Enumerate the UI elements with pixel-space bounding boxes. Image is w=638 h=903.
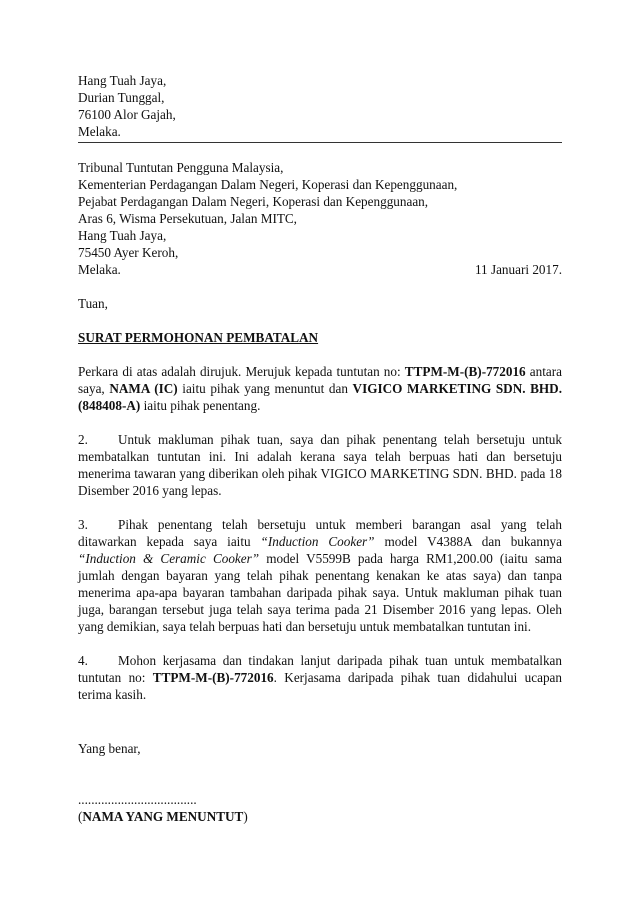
sender-address-line: Hang Tuah Jaya, [78,73,167,88]
recipient-address-line: Tribunal Tuntutan Pengguna Malaysia, [78,160,284,175]
paragraph-number: 4. [78,653,88,668]
sender-address-line: Melaka. [78,124,121,139]
signatory-name: (NAMA YANG MENUNTUT) [78,809,248,824]
recipient-address [78,159,562,278]
sender-address-line: Durian Tunggal, [78,90,165,105]
signature-line: .................................... [78,792,197,807]
recipient-address-line: Melaka. [78,262,121,277]
sender-address [78,72,562,140]
recipient-address-line: Pejabat Perdagangan Dalam Negeri, Koperasi dan Kepenggunaan, [78,194,429,209]
recipient-address-line: Aras 6, Wisma Persekutuan, Jalan MITC, [78,211,297,226]
paragraph-1: Perkara di atas adalah dirujuk. Merujuk kepada tuntutan no: TTPM-M-(B)-772016 antara saya, NAMA (IC) iaitu pihak yang menuntut dan VIGICO MARKETING SDN. BHD. (848408-A) iaitu pihak penentang. [78,364,562,413]
paragraph-2: 2. Untuk makluman pihak tuan, saya dan pihak penentang telah bersetuju untuk membatalkan tuntutan ini. Ini adalah kerana saya telah berpuas hati dan bersetuju menerima tawaran yang diberikan oleh pihak VIGICO MARKETING SDN. BHD. pada 18 Disember 2016 yang lepas. [78,432,562,498]
product-name: “Induction & Ceramic Cooker” [78,551,260,566]
case-number: TTPM-M-(B)-772016 [152,670,274,685]
paragraph-number: 2. [78,432,88,447]
closing: Yang benar, [78,741,141,756]
case-number: TTPM-M-(B)-772016 [404,364,526,379]
respondent-company: VIGICO MARKETING SDN. BHD. (848408-A) [78,381,562,413]
recipient-address-line: Hang Tuah Jaya, [78,228,167,243]
recipient-address-line: Kementerian Perdagangan Dalam Negeri, Koperasi dan Kepenggunaan, [78,177,458,192]
product-name: “Induction Cooker” [260,534,375,549]
paragraph-4: 4. Mohon kerjasama dan tindakan lanjut daripada pihak tuan untuk membatalkan tuntutan no: TTPM-M-(B)-772016. Kerjasama daripada pihak tuan didahului ucapan terima kasih. [78,653,562,702]
salutation: Tuan, [78,296,108,311]
letter-page [78,72,562,825]
recipient-address-line: 75450 Ayer Keroh, [78,245,179,260]
letter-date: 11 Januari 2017. [474,262,562,277]
letter-subject: SURAT PERMOHONAN PEMBATALAN [78,330,319,345]
sender-address-line: 76100 Alor Gajah, [78,107,176,122]
paragraph-number: 3. [78,517,88,532]
paragraph-3: 3. Pihak penentang telah bersetuju untuk memberi barangan asal yang telah ditawarkan kepada saya iaitu “Induction Cooker” model V4388A dan bukannya “Induction & Ceramic Cooker” model V5599B pada harga RM1,200.00 (iaitu sama jumlah dengan bayaran yang telah pihak penentang kenakan ke atas saya) dan tanpa menerima apa-apa bayaran tambahan daripada pihak saya. Untuk makluman pihak tuan juga, barangan tersebut juga telah saya terima pada 21 Disember 2016 yang lepas. Oleh yang demikian, saya telah berpuas hati dan bersetuju untuk membatalkan tuntutan ini. [78,517,562,634]
claimant-name: NAMA (IC) [109,381,178,396]
